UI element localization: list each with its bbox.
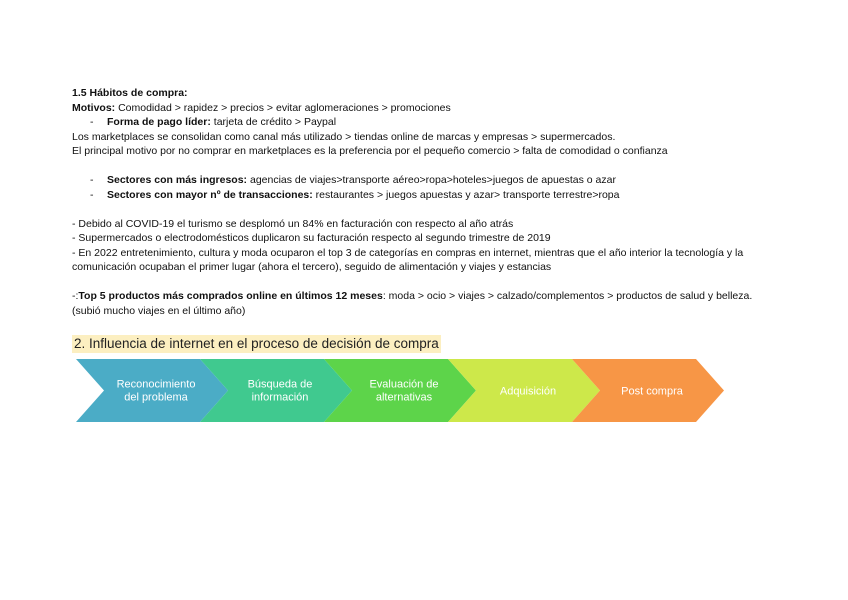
- pago-bullet: [72, 115, 772, 130]
- top5-text: : moda > ocio > viajes > calzado/complementos > productos de salud y belleza. (subió mucho viajes en el último año): [72, 290, 753, 317]
- section-title: 1.5 Hábitos de compra:: [72, 87, 188, 99]
- top5-label: Top 5 productos más comprados online en últimos 12 meses: [78, 290, 383, 302]
- entretenimiento-paragraph: - En 2022 entretenimiento, cultura y moda ocuparon el top 3 de categorías en compras en internet, mientras que el año interior la tecnología y la comunicación ocupaban el primer lugar (ahora el tercero), seguido de alimentación y viajes y estancias: [72, 246, 744, 273]
- process-step-3-label: alternativas: [375, 391, 433, 404]
- process-step-1: [76, 359, 228, 422]
- process-step-1-label: Reconocimiento: [116, 378, 196, 391]
- pago-text: tarjeta de crédito > Paypal: [210, 116, 337, 128]
- motivo-no-compra-line: El principal motivo por no comprar en marketplaces es la preferencia por el pequeño comercio > falta de comodidad o confianza: [72, 145, 668, 157]
- document-body: [72, 86, 772, 318]
- supermercados-line: - Supermercados o electrodomésticos duplicaron su facturación respecto al segundo trimestre de 2019: [72, 232, 551, 244]
- motivos-line: [72, 101, 772, 116]
- ingresos-label: Sectores con más ingresos:: [107, 174, 248, 186]
- bullet-dash: -: [90, 116, 94, 128]
- transacciones-text: restaurantes > juegos apuestas y azar> transporte terrestre>ropa: [312, 188, 620, 201]
- process-step-2-label: Búsqueda de: [247, 378, 313, 391]
- transacciones-bullet: [72, 188, 772, 203]
- pago-label: Forma de pago líder:: [107, 116, 211, 128]
- covid-line: - Debido al COVID-19 el turismo se desplomó un 84% en facturación con respecto al año atrás: [72, 217, 514, 230]
- process-step-5-label: Post compra: [621, 385, 683, 398]
- ingresos-bullet: [72, 173, 772, 188]
- process-chevrons: [76, 359, 736, 422]
- top5-paragraph: [72, 289, 772, 318]
- process-step-4-label: Adquisición: [499, 385, 557, 398]
- motivos-text: Comodidad > rapidez > precios > evitar aglomeraciones > promociones: [115, 101, 451, 114]
- purchase-process-diagram: [76, 359, 736, 422]
- process-step-2-label: información: [251, 391, 309, 404]
- top5-prefix: -:: [72, 290, 79, 302]
- transacciones-label: Sectores con mayor nº de transacciones:: [107, 188, 313, 201]
- ingresos-text: agencias de viajes>transporte aéreo>ropa>hoteles>juegos de apuestas o azar: [247, 174, 616, 186]
- bullet-dash: -: [90, 174, 94, 186]
- marketplaces-line: Los marketplaces se consolidan como canal más utilizado > tiendas online de marcas y empresas > supermercados.: [72, 130, 616, 143]
- process-step-3-label: Evaluación de: [369, 378, 439, 391]
- bullet-dash: -: [90, 188, 94, 201]
- motivos-label: Motivos:: [72, 101, 116, 114]
- process-step-1-label: del problema: [124, 391, 188, 404]
- section2-heading: 2. Influencia de internet en el proceso de decisión de compra: [74, 336, 439, 351]
